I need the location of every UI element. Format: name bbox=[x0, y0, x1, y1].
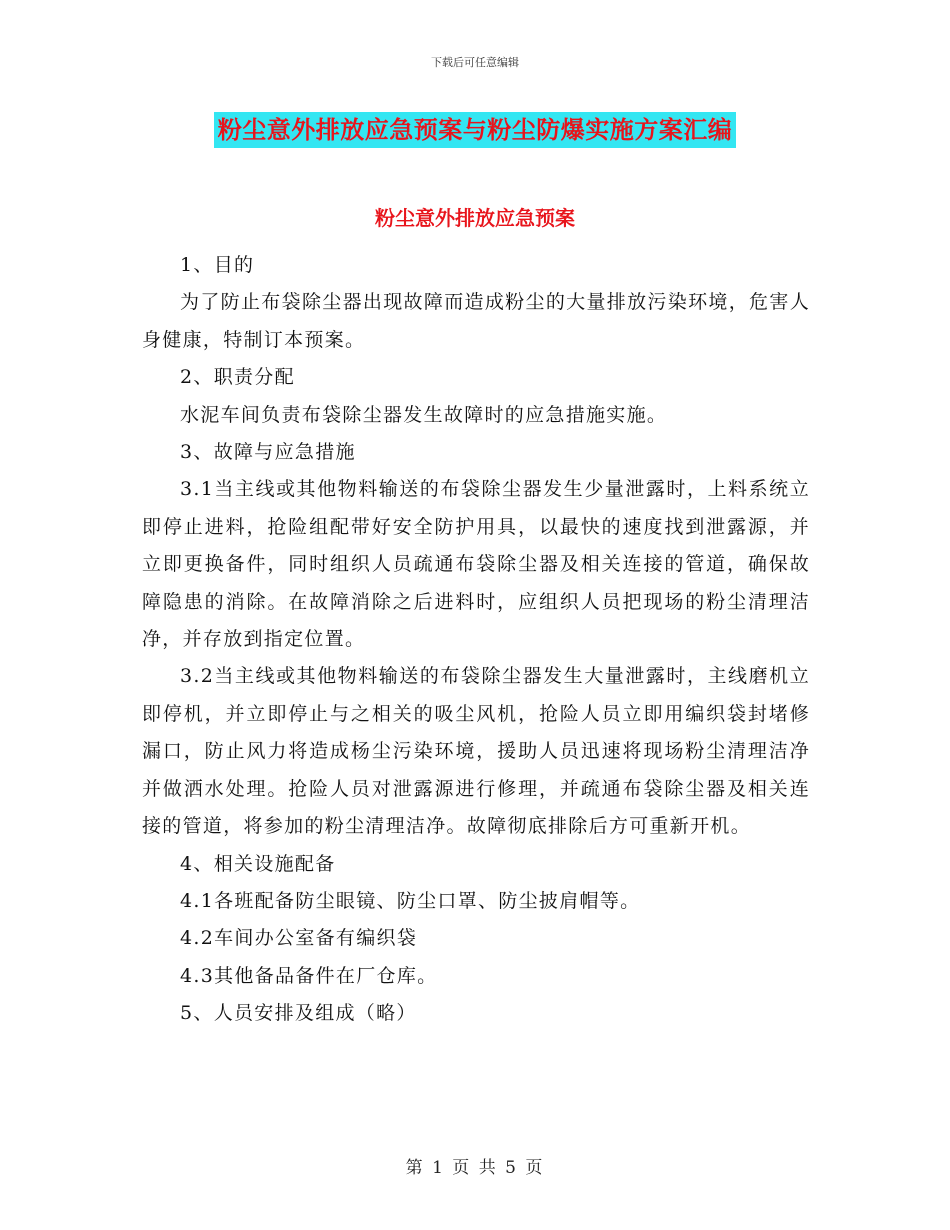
paragraph-measure-3-1: 3.1当主线或其他物料输送的布袋除尘器发生少量泄露时，上料系统立即停止进料，抢险组配带好安全防护用具，以最快的速度找到泄露源，并立即更换备件，同时组织人员疏通布袋除尘器及相关连接的管道，确保故障隐患的消除。在故障消除之后进料时，应组织人员把现场的粉尘清理洁净，并存放到指定位置。 bbox=[142, 478, 810, 651]
paragraph-purpose: 为了防止布袋除尘器出现故障而造成粉尘的大量排放污染环境，危害人身健康，特制订本预案。 bbox=[142, 291, 810, 351]
heading-responsibility: 2、职责分配 bbox=[180, 366, 295, 389]
paragraph-facility-4-3: 4.3其他备品备件在厂仓库。 bbox=[180, 964, 438, 987]
main-title: 粉尘意外排放应急预案与粉尘防爆实施方案汇编 bbox=[214, 112, 737, 148]
heading-personnel: 5、人员安排及组成（略） bbox=[180, 1002, 417, 1025]
paragraph-measure-3-2: 3.2当主线或其他物料输送的布袋除尘器发生大量泄露时，主线磨机立即停机，并立即停止与之相关的吸尘风机，抢险人员立即用编织袋封堵修漏口，防止风力将造成杨尘污染环境，援助人员迅速将现场粉尘清理洁净并做洒水处理。抢险人员对泄露源进行修理，并疏通布袋除尘器及相关连接的管道，将参加的粉尘清理洁净。故障彻底排除后方可重新开机。 bbox=[142, 665, 810, 838]
main-title-container bbox=[0, 112, 950, 148]
document-body bbox=[142, 247, 810, 1033]
section-title: 粉尘意外排放应急预案 bbox=[375, 206, 575, 230]
paragraph-facility-4-1: 4.1各班配备防尘眼镜、防尘口罩、防尘披肩帽等。 bbox=[180, 889, 641, 912]
page-number: 第 1 页 共 5 页 bbox=[405, 1158, 545, 1178]
heading-facilities: 4、相关设施配备 bbox=[180, 852, 336, 875]
header-note: 下载后可任意编辑 bbox=[431, 56, 519, 69]
heading-measures: 3、故障与应急措施 bbox=[180, 441, 356, 464]
paragraph-responsibility: 水泥车间负责布袋除尘器发生故障时的应急措施实施。 bbox=[180, 403, 668, 426]
heading-purpose: 1、目的 bbox=[180, 254, 255, 276]
paragraph-facility-4-2: 4.2车间办公室备有编织袋 bbox=[180, 927, 418, 950]
